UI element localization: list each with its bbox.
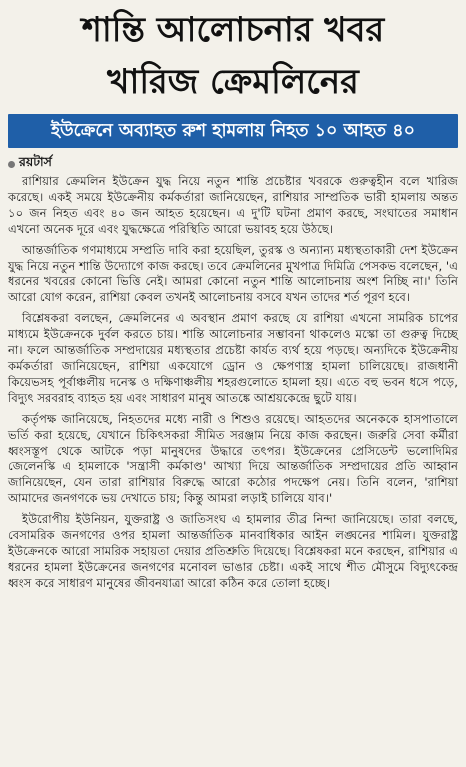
headline: [8, 4, 458, 108]
paragraph: ইউরোপীয় ইউনিয়ন, যুক্তরাষ্ট্র ও জাতিসংঘ এ হামলার তীব্র নিন্দা জানিয়েছে। তারা বলছে, বেসামরিক জনগণের ওপর হামলা আন্তর্জাতিক মানবাধিকার আইন লঙ্ঘনের শামিল। যুক্তরাষ্ট্র ইউক্রেনকে আরো সামরিক সহায়তা দেয়ার প্রতিশ্রুতি দিয়েছে। বিশ্লেষকরা মনে করছেন, রাশিয়ার এ ধরনের হামলা ইউক্রেনের জনগণের মনোবল ভাঙার চেষ্টা। একই সাথে শীত মৌসুমে বিদ্যুৎকেন্দ্র ধ্বংস করে সাধারণ মানুষের জীবনযাত্রা আরো কঠিন করে তোলা হচ্ছে।: [8, 512, 458, 590]
source-line: [8, 156, 458, 172]
subheadline-banner: ইউক্রেনে অব্যাহত রুশ হামলায় নিহত ১০ আহত ৪০: [8, 114, 458, 148]
source-label: রয়টার্স: [19, 154, 52, 169]
paragraph: রাশিয়ার ক্রেমলিন ইউক্রেন যুদ্ধ নিয়ে নতুন শান্তি প্রচেষ্টার খবরকে গুরুত্বহীন বলে খারিজ করেছে। একই সময়ে ইউক্রেনীয় কর্মকর্তারা জানিয়েছেন, রাশিয়ার সাম্প্রতিক ভারী হামলায় অন্তত ১০ জন নিহত এবং ৪০ জন আহত হয়েছেন। এ দু'টি ঘটনা প্রমাণ করছে, সংঘাতের সমাধান এখনো অনেক দূরে এবং যুদ্ধক্ষেত্রে পরিস্থিতি আরো ভয়াবহ হয়ে উঠছে।: [8, 174, 458, 236]
bullet-icon: [8, 161, 15, 168]
headline-line-1: শান্তি আলোচনার খবর: [81, 10, 385, 50]
headline-line-2: খারিজ ক্রেমলিনের: [107, 62, 359, 102]
paragraph: বিশ্লেষকরা বলছেন, ক্রেমলিনের এ অবস্থান প্রমাণ করছে যে রাশিয়া এখনো সামরিক চাপের মাধ্যমে ইউক্রেনকে দুর্বল করতে চায়। শান্তি আলোচনার সম্ভাবনা থাকলেও মস্কো তা গুরুত্ব দিচ্ছে না। ফলে আন্তর্জাতিক সম্প্রদায়ের মধ্যস্থতার প্রচেষ্টা কার্যত ব্যর্থ হয়ে পড়ছে। অন্যদিকে ইউক্রেনীয় কর্মকর্তারা জানিয়েছেন, রাশিয়া একযোগে ড্রোন ও ক্ষেপণাস্ত্র হামলা চালিয়েছে। রাজধানী কিয়েভসহ পূর্বাঞ্চলীয় দনেস্ক ও দক্ষিণাঞ্চলীয় শহরগুলোতে হামলা হয়। এতে বহু ভবন ধসে পড়ে, বিদ্যুৎ সরবরাহ ব্যাহত হয় এবং সাধারণ মানুষ আতঙ্কে আশ্রয়কেন্দ্রে ছুটে যায়।: [8, 311, 458, 405]
paragraph: কর্তৃপক্ষ জানিয়েছে, নিহতদের মধ্যে নারী ও শিশুও রয়েছে। আহতদের অনেককে হাসপাতালে ভর্তি করা হয়েছে, যেখানে চিকিৎসকরা সীমিত সরঞ্জাম নিয়ে কাজ করছেন। জরুরি সেবা কর্মীরা ধ্বংসস্তূপ থেকে আটকে পড়া মানুষদের উদ্ধারে তৎপর। ইউক্রেনের প্রেসিডেন্ট ভলোদিমির জেলেনস্কি এ হামলাকে 'সন্ত্রাসী কর্মকাণ্ড' আখ্যা দিয়ে আন্তর্জাতিক সম্প্রদায়ের প্রতি আহ্বান জানিয়েছেন, যেন তারা রাশিয়ার বিরুদ্ধে আরো কঠোর পদক্ষেপ নেয়। তিনি বলেন, 'রাশিয়া আমাদের জনগণকে ভয় দেখাতে চায়; কিন্তু আমরা লড়াই চালিয়ে যাব।': [8, 411, 458, 506]
paragraph: আন্তর্জাতিক গণমাধ্যমে সম্প্রতি দাবি করা হয়েছিল, তুরস্ক ও অন্যান্য মধ্যস্থতাকারী দেশ ইউক্রেন যুদ্ধ নিয়ে নতুন শান্তি উদ্যোগে কাজ করছে। তবে ক্রেমলিনের মুখপাত্র দিমিত্রি পেসকভ বলেছেন, 'এ ধরনের খবরের কোনো ভিত্তি নেই। আমরা কোনো নতুন শান্তি আলোচনায় অংশ নিচ্ছি না।' তিনি আরো যোগ করেন, রাশিয়া কেবল তখনই আলোচনায় বসবে যখন তাদের শর্ত পূরণ হবে।: [8, 242, 458, 305]
article-body: [8, 174, 458, 592]
